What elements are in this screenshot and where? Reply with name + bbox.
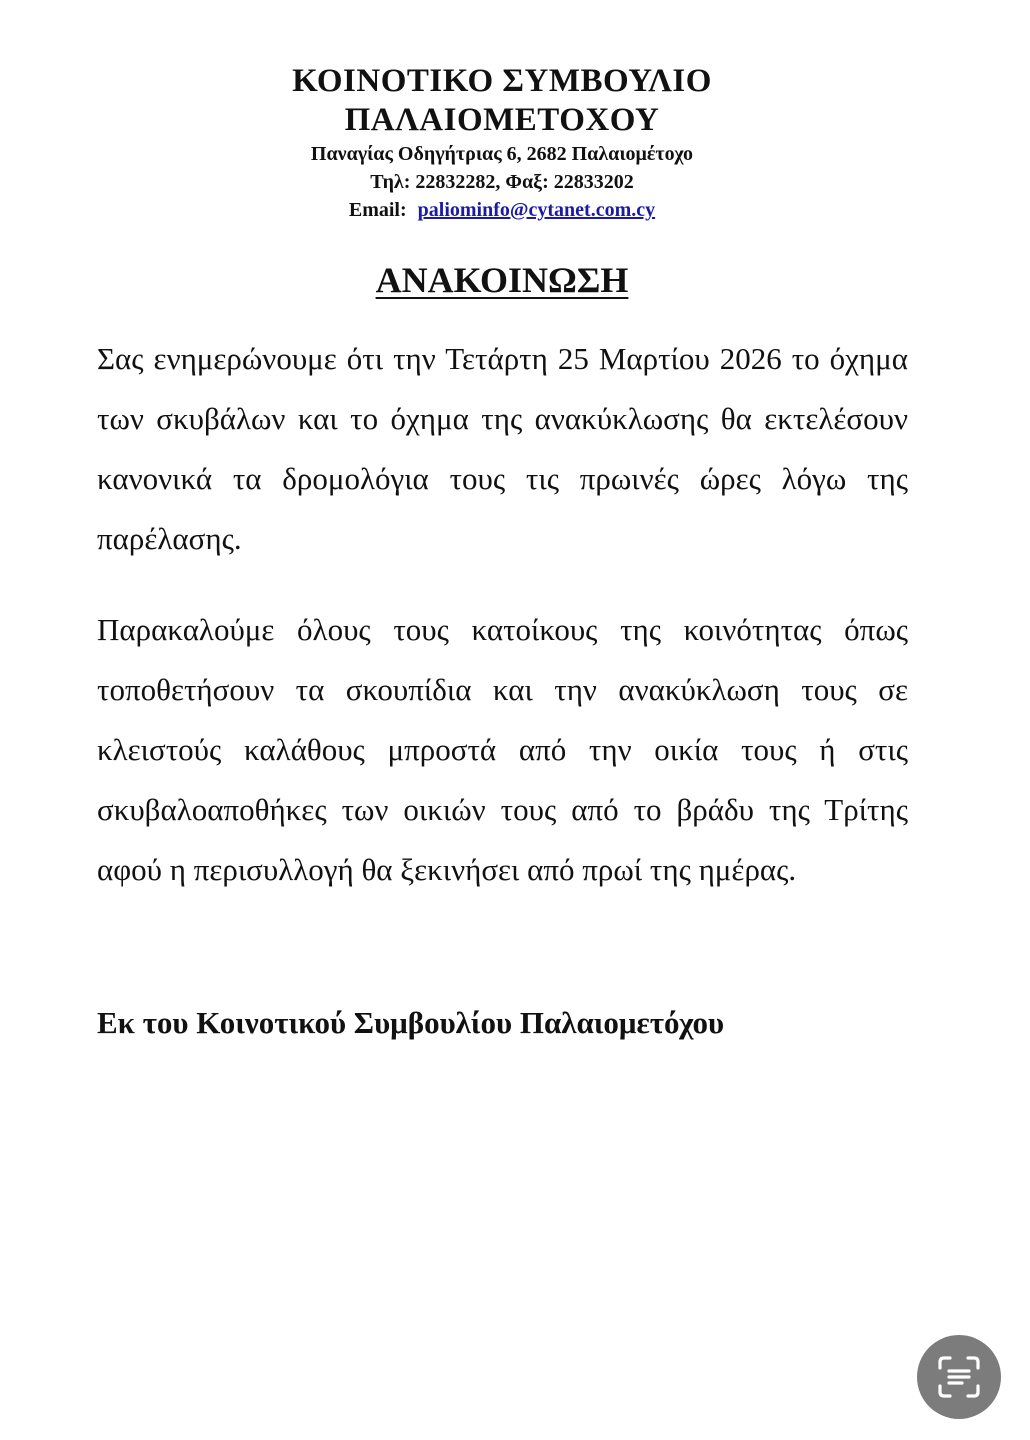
announcement-title-text: ΑΝΑΚΟΙΝΩΣΗ [375, 260, 629, 300]
text-scan-icon [936, 1354, 982, 1400]
text-scan-button[interactable] [917, 1335, 1001, 1419]
signature: Εκ του Κοινοτικού Συμβουλίου Παλαιομετόχου [97, 1005, 725, 1040]
announcement-title [0, 258, 1004, 302]
email-link[interactable]: paliominfo@cytanet.com.cy [417, 199, 656, 221]
email-line [0, 196, 1004, 224]
body-paragraph-2: Παρακαλούμε όλους τους κατοίκους της κοινότητας όπως τοποθετήσουν τα σκουπίδια και την ανακύκλωση τους σε κλειστούς καλάθους μπροστά από την οικία τους ή στις σκυβαλοαποθήκες των οικιών τους από το βράδυ της Τρίτης αφού η περισυλλογή θα ξεκινήσει από πρωί της ημέρας. [97, 612, 908, 887]
body-paragraph-1: Σας ενημερώνουμε ότι την Τετάρτη 25 Μαρτίου 2026 το όχημα των σκυβάλων και το όχημα της ανακύκλωσης θα εκτελέσουν κανονικά τα δρομολόγια τους τις πρωινές ώρες λόγω της παρέλασης. [97, 341, 908, 556]
organization-name-line1: ΚΟΙΝΟΤΙΚΟ ΣΥΜΒΟΥΛΙΟ [292, 63, 712, 99]
organization-name-line2: ΠΑΛΑΙΟΜΕΤΟΧΟΥ [344, 102, 660, 138]
address: Παναγίας Οδηγήτριας 6, 2682 Παλαιομέτοχο [310, 143, 694, 165]
phone-fax: Τηλ: 22832282, Φαξ: 22833202 [370, 171, 634, 193]
letterhead [0, 62, 1004, 224]
email-label: Email: [348, 199, 407, 221]
